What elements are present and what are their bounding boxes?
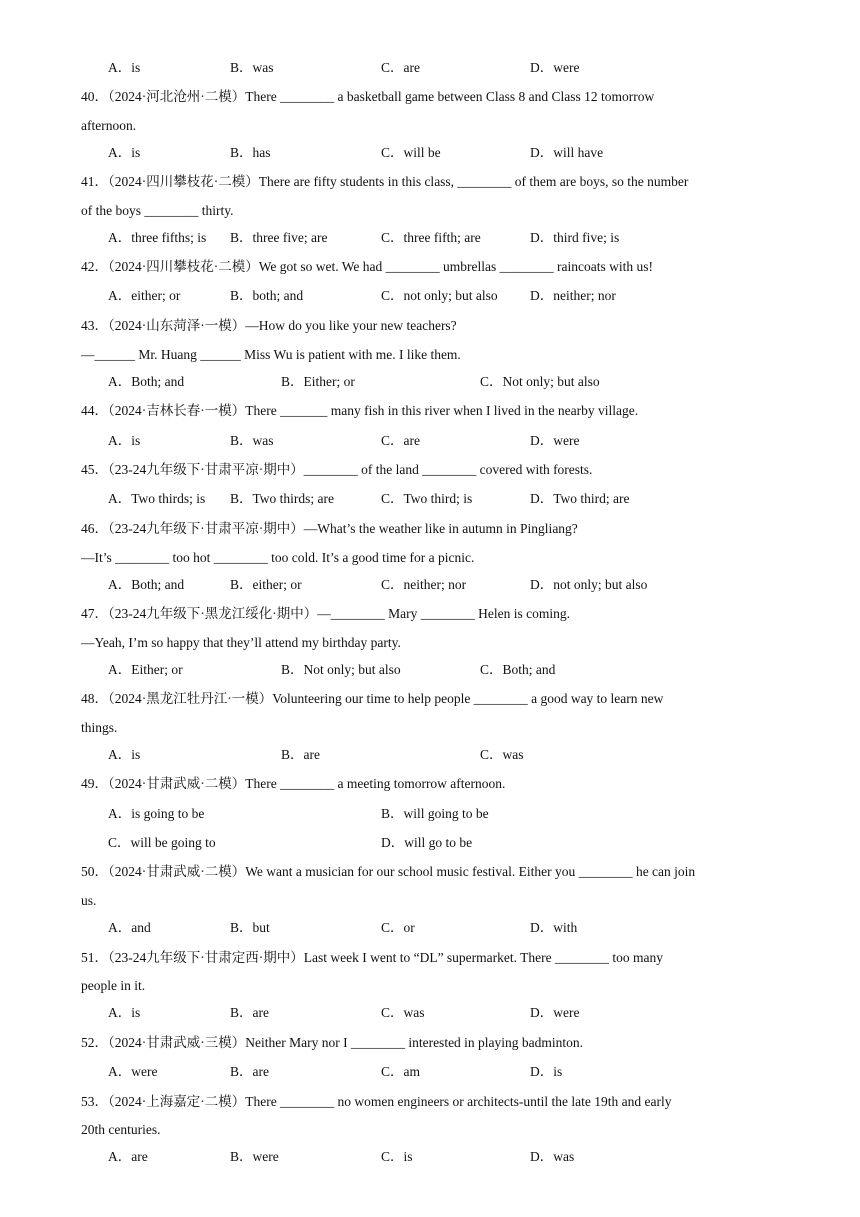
answer-option: B．are: [230, 1005, 269, 1020]
answer-option: D．will have: [530, 145, 604, 160]
answer-option: C．was: [480, 747, 524, 762]
answer-option: D．neither; nor: [530, 288, 616, 303]
answer-option: C．or: [381, 920, 415, 935]
question-stem: 46．（23-24九年级下·甘肃平凉·期中）—What’s the weather like in autumn in Pingliang?: [81, 521, 578, 536]
answer-options-row: [0, 287, 860, 305]
answer-option: B．Two thirds; are: [230, 491, 335, 506]
answer-option: B．was: [230, 60, 274, 75]
answer-option: C．Both; and: [480, 662, 556, 677]
answer-options-row: [0, 144, 860, 162]
answer-options-row: [0, 834, 860, 852]
question-stem: 43．（2024·山东菏泽·一模）—How do you like your new teachers?: [81, 318, 457, 333]
answer-options-row: [0, 1063, 860, 1081]
answer-options-row: [0, 805, 860, 823]
answer-option: A．Both; and: [108, 374, 185, 389]
question-stem-continued: of the boys ________ thirty.: [81, 203, 234, 218]
answer-option: B．has: [230, 145, 271, 160]
answer-option: D．Two third; are: [530, 491, 630, 506]
question-stem: 41．（2024·四川攀枝花·二模）There are fifty students in this class, ________ of them are boys, so the number: [81, 174, 689, 189]
question-stem-continued: afternoon.: [81, 118, 137, 133]
answer-option: D．were: [530, 433, 580, 448]
answer-option: B．are: [281, 747, 320, 762]
question-stem: 52．（2024·甘肃武威·三模）Neither Mary nor I ________ interested in playing badminton.: [81, 1035, 584, 1050]
question-stem: 47．（23-24九年级下·黑龙江绥化·期中）—________ Mary ________ Helen is coming.: [81, 606, 570, 621]
answer-option: D．were: [530, 1005, 580, 1020]
answer-options-row: [0, 661, 860, 679]
answer-option: B．either; or: [230, 577, 302, 592]
answer-option: D．was: [530, 1149, 575, 1164]
answer-option: C．are: [381, 60, 420, 75]
answer-option: B．Not only; but also: [281, 662, 401, 677]
answer-option: B．three five; are: [230, 230, 328, 245]
answer-option: B．were: [230, 1149, 279, 1164]
question-stem: 53．（2024·上海嘉定·二模）There ________ no women engineers or architects-until the late 19th and early: [81, 1094, 672, 1109]
answer-option: D．with: [530, 920, 578, 935]
answer-options-row: [0, 490, 860, 508]
answer-option: A．were: [108, 1064, 158, 1079]
question-stem: 49．（2024·甘肃武威·二模）There ________ a meeting tomorrow afternoon.: [81, 776, 506, 791]
answer-option: B．was: [230, 433, 274, 448]
answer-options-row: [0, 1004, 860, 1022]
answer-option: D．is: [530, 1064, 563, 1079]
answer-option: B．both; and: [230, 288, 304, 303]
question-stem-continued: —Yeah, I’m so happy that they’ll attend my birthday party.: [81, 635, 401, 650]
answer-options-row: [0, 59, 860, 77]
answer-option: D．will go to be: [381, 835, 473, 850]
question-stem-continued: 20th centuries.: [81, 1122, 161, 1137]
question-stem: 45．（23-24九年级下·甘肃平凉·期中）________ of the land ________ covered with forests.: [81, 462, 593, 477]
answer-option: C．Two third; is: [381, 491, 473, 506]
question-stem-continued: —______ Mr. Huang ______ Miss Wu is patient with me. I like them.: [81, 347, 461, 362]
answer-option: C．neither; nor: [381, 577, 467, 592]
answer-option: C．not only; but also: [381, 288, 498, 303]
answer-option: D．not only; but also: [530, 577, 648, 592]
answer-option: A．are: [108, 1149, 148, 1164]
question-stem-continued: —It’s ________ too hot ________ too cold. It’s a good time for a picnic.: [81, 550, 475, 565]
answer-option: A．three fifths; is: [108, 230, 207, 245]
answer-option: C．Not only; but also: [480, 374, 600, 389]
answer-option: B．Either; or: [281, 374, 355, 389]
question-stem: 40．（2024·河北沧州·二模）There ________ a basketball game between Class 8 and Class 12 tomorrow: [81, 89, 655, 104]
answer-option: B．but: [230, 920, 270, 935]
answer-option: B．are: [230, 1064, 269, 1079]
question-stem-continued: things.: [81, 720, 118, 735]
answer-option: A．is: [108, 433, 141, 448]
answer-options-row: [0, 229, 860, 247]
answer-options-row: [0, 919, 860, 937]
answer-options-row: [0, 373, 860, 391]
answer-option: A．is: [108, 1005, 141, 1020]
answer-option: A．and: [108, 920, 151, 935]
answer-options-row: [0, 746, 860, 764]
answer-option: C．is: [381, 1149, 413, 1164]
answer-option: A．either; or: [108, 288, 181, 303]
question-stem-continued: us.: [81, 893, 97, 908]
question-stem: 42．（2024·四川攀枝花·二模）We got so wet. We had ________ umbrellas ________ raincoats with us!: [81, 259, 654, 274]
question-stem: 48．（2024·黑龙江牡丹江·一模）Volunteering our time to help people ________ a good way to learn new: [81, 691, 664, 706]
answer-option: B．will going to be: [381, 806, 489, 821]
answer-option: A．is: [108, 747, 141, 762]
question-stem: 50．（2024·甘肃武威·二模）We want a musician for our school music festival. Either you ________ he can join: [81, 864, 696, 879]
answer-option: C．will be going to: [108, 835, 216, 850]
question-stem: 44．（2024·吉林长春·一模）There _______ many fish in this river when I lived in the nearby village.: [81, 403, 639, 418]
answer-option: C．am: [381, 1064, 420, 1079]
answer-options-row: [0, 432, 860, 450]
answer-option: D．third five; is: [530, 230, 620, 245]
answer-option: A．is going to be: [108, 806, 205, 821]
answer-option: C．three fifth; are: [381, 230, 481, 245]
answer-options-row: [0, 576, 860, 594]
answer-option: A．is: [108, 145, 141, 160]
answer-option: C．was: [381, 1005, 425, 1020]
question-stem: 51．（23-24九年级下·甘肃定西·期中）Last week I went to “DL” supermarket. There ________ too many: [81, 950, 664, 965]
answer-option: A．Both; and: [108, 577, 185, 592]
answer-option: D．were: [530, 60, 580, 75]
answer-option: C．will be: [381, 145, 441, 160]
answer-option: A．is: [108, 60, 141, 75]
answer-options-row: [0, 1148, 860, 1166]
answer-option: C．are: [381, 433, 420, 448]
question-stem-continued: people in it.: [81, 978, 146, 993]
answer-option: A．Two thirds; is: [108, 491, 206, 506]
answer-option: A．Either; or: [108, 662, 183, 677]
